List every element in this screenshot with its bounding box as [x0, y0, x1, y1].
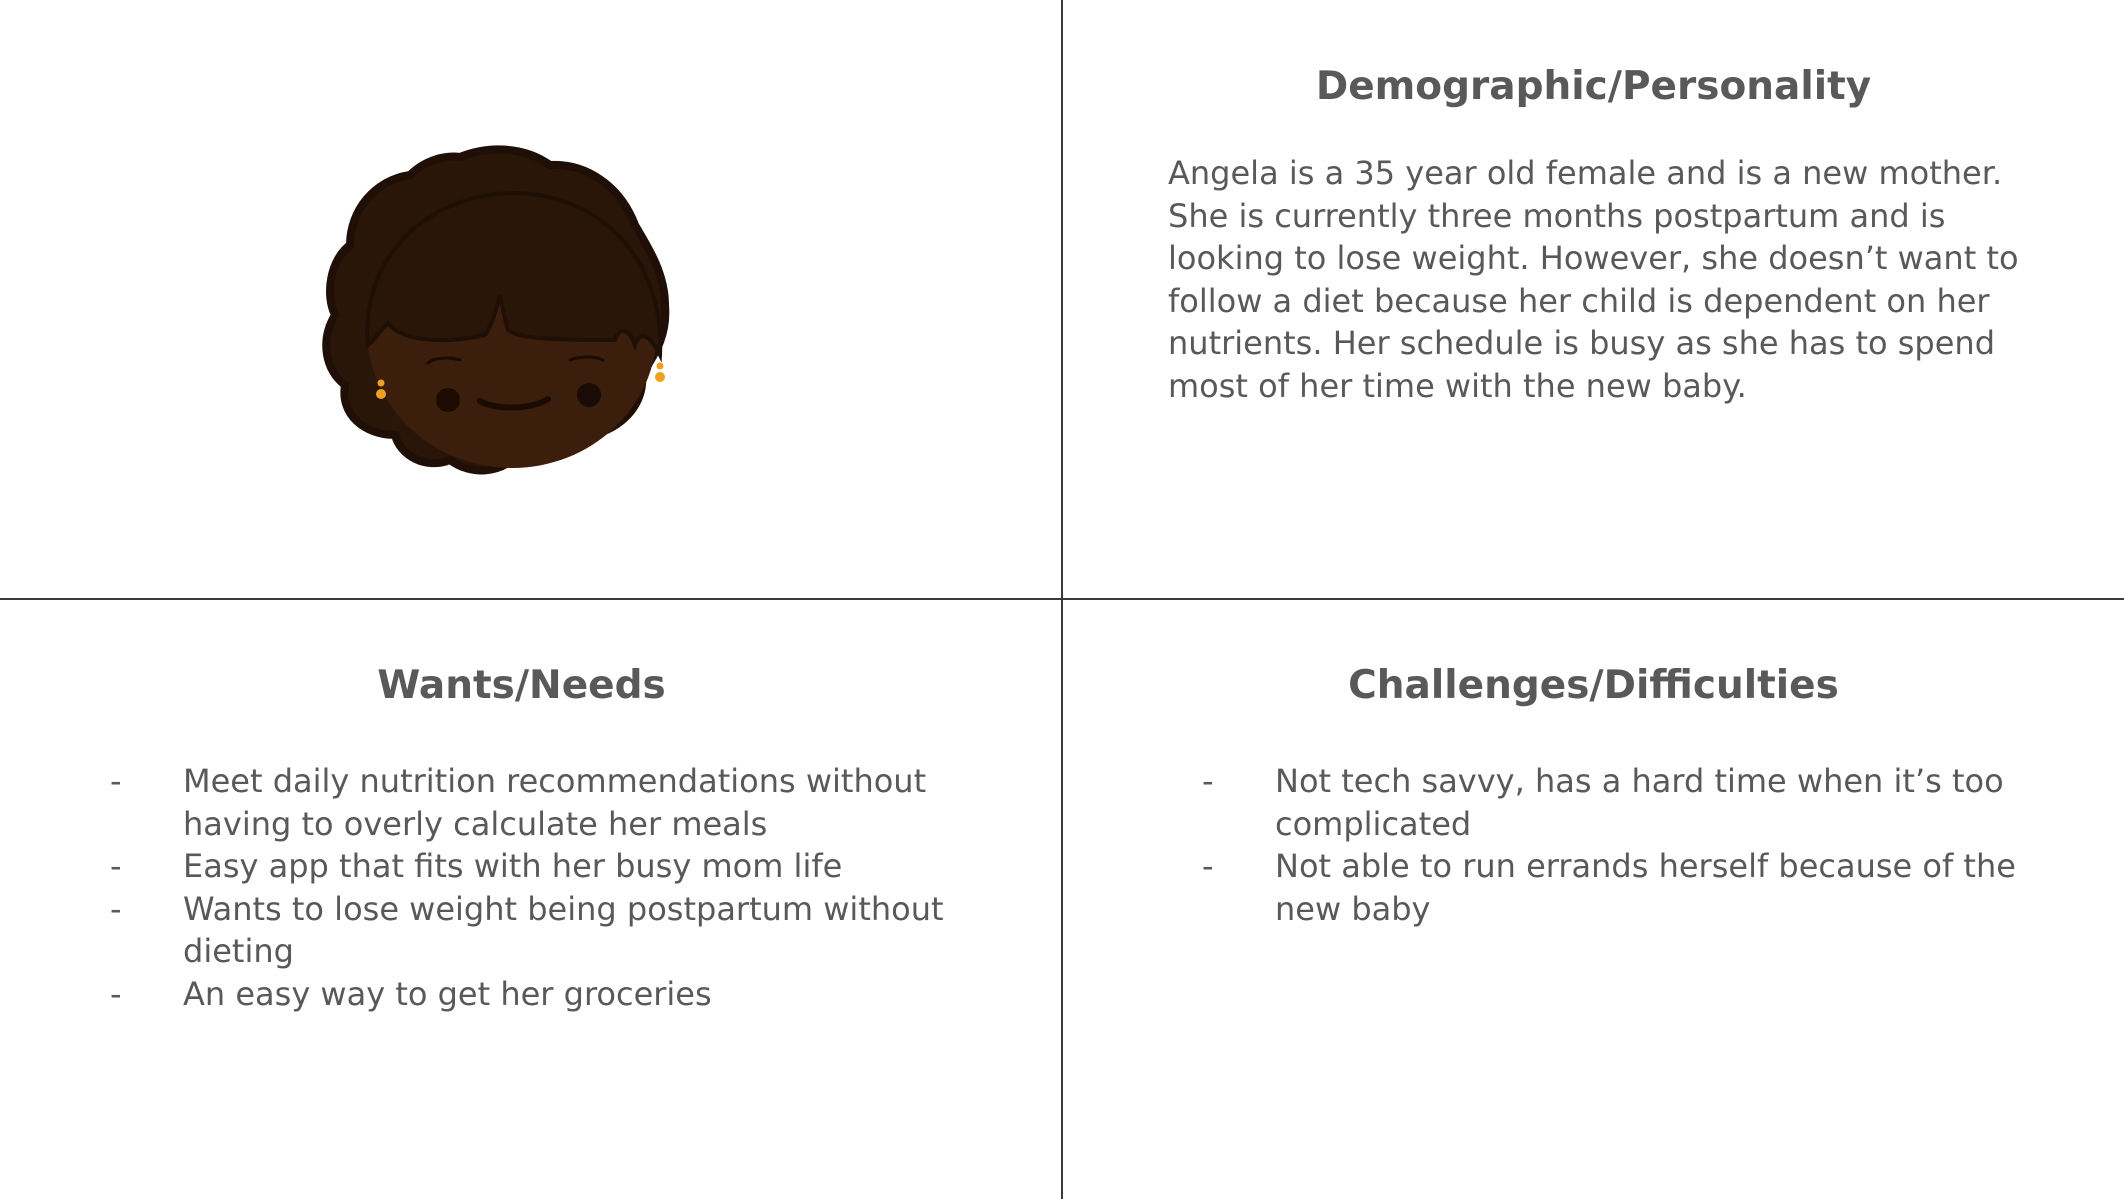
demographic-paragraph: Angela is a 35 year old female and is a new mother. She is currently three months postpartum and is looking to lose weight. However, she doesn’t want to follow a diet because her child is dependent on her nutrients. Her schedule is busy as she has to spend most of her time with the new baby. [1168, 154, 2019, 405]
list-item [110, 760, 1010, 845]
list-item [110, 845, 1010, 888]
list-item-text: Meet daily nutrition recommendations without having to overly calculate her meals [183, 762, 927, 843]
horizontal-divider [0, 598, 2124, 600]
list-marker: - [110, 762, 122, 800]
list-item [110, 888, 1010, 973]
list-marker: - [1202, 847, 1214, 886]
avatar [320, 145, 700, 535]
wants-title: Wants/Needs [377, 663, 666, 708]
demographic-title: Demographic/Personality [1315, 64, 1872, 109]
list-item-text: Not tech savvy, has a hard time when it’s too complicated [1275, 762, 2004, 843]
list-item [110, 973, 1010, 1016]
avatar-left-eye [436, 388, 460, 412]
list-marker: - [1202, 762, 1214, 800]
list-item-text: An easy way to get her groceries [183, 974, 712, 1013]
challenges-list [1202, 760, 2062, 930]
list-marker: - [110, 974, 122, 1013]
challenges-title: Challenges/Difficulties [1348, 663, 1839, 708]
list-item [1202, 760, 2062, 845]
list-item-text: Easy app that fits with her busy mom life [183, 847, 843, 886]
wants-list [110, 760, 1010, 1016]
avatar-right-eye [577, 383, 601, 407]
list-item-text: Wants to lose weight being postpartum without dieting [183, 889, 944, 971]
avatar-right-earring [657, 363, 664, 370]
list-item [1202, 845, 2062, 930]
list-marker: - [110, 847, 122, 886]
list-item-text: Not able to run errands herself because of the new baby [1275, 847, 2016, 928]
list-marker: - [110, 889, 122, 928]
avatar-left-earring [378, 380, 385, 387]
